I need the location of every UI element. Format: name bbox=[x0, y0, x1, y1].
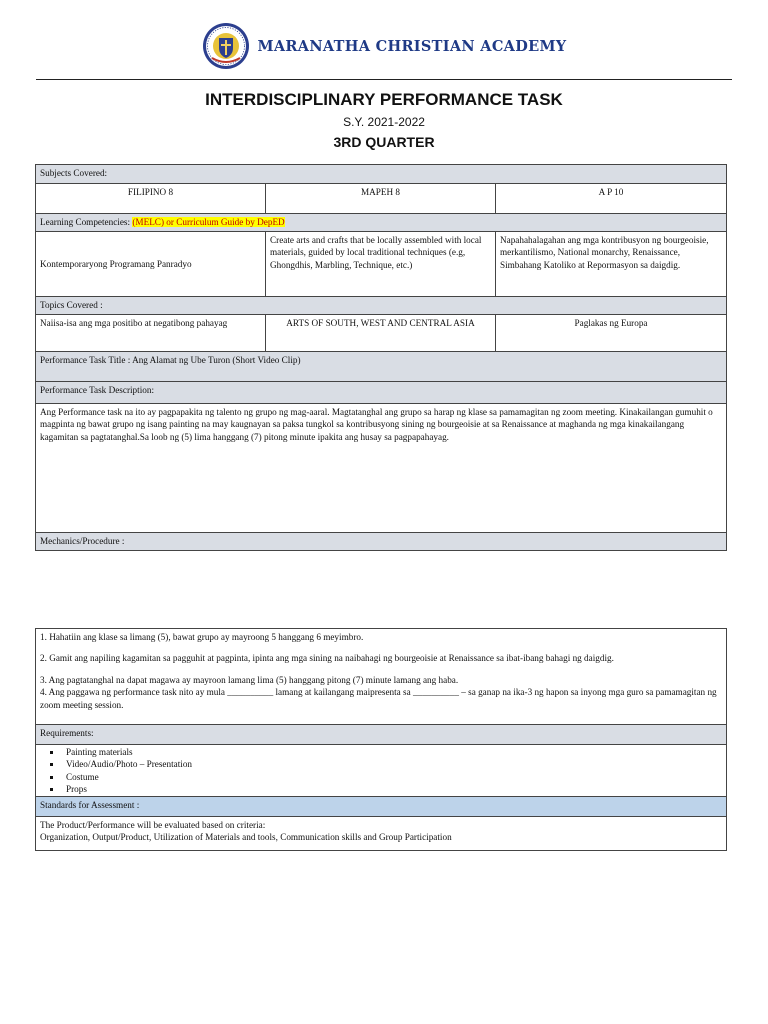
competencies-label-text: Learning Competencies: bbox=[40, 217, 133, 227]
requirement-item: ▪ Costume bbox=[62, 771, 722, 783]
procedure-table bbox=[35, 628, 727, 851]
subjects-label: Subjects Covered: bbox=[36, 165, 727, 184]
description-label: Performance Task Description: bbox=[36, 382, 727, 404]
task-info-table bbox=[35, 164, 727, 551]
procedure-step-4: 4. Ang paggawa ng performance task nito ay mula __________ lamang at kailangang maipresenta sa __________ – sa ganap na ika-3 ng hapon sa inyong mga guro sa pamamagitan ng zoom meeting session. bbox=[40, 687, 717, 710]
subject-mapeh: MAPEH 8 bbox=[266, 184, 496, 214]
standards-criteria-list: Organization, Output/Product, Utilization of Materials and tools, Communication skills and Group Participation bbox=[40, 832, 452, 843]
competencies-label bbox=[36, 214, 727, 232]
task-title: Performance Task Title : Ang Alamat ng Ube Turon (Short Video Clip) bbox=[36, 352, 727, 382]
requirement-item: ▪ Video/Audio/Photo – Presentation bbox=[62, 758, 722, 770]
school-name: MARANATHA CHRISTIAN ACADEMY bbox=[257, 37, 567, 55]
requirements-list-cell bbox=[36, 745, 727, 797]
standards-label: Standards for Assessment : bbox=[36, 796, 727, 816]
procedure-step-1: 1. Hahatiin ang klase sa limang (5), bawat grupo ay mayroong 5 hanggang 6 meyimbro. bbox=[40, 632, 364, 642]
school-year: S.Y. 2021-2022 bbox=[343, 115, 425, 129]
standards-criteria-intro: The Product/Performance will be evaluated based on criteria: bbox=[40, 819, 266, 830]
subject-filipino: FILIPINO 8 bbox=[36, 184, 266, 214]
requirement-item: ▪ Painting materials bbox=[62, 746, 722, 758]
requirements-list bbox=[40, 746, 722, 796]
header-divider bbox=[36, 79, 732, 80]
subject-ap: A P 10 bbox=[496, 184, 727, 214]
standards-text bbox=[36, 816, 727, 850]
description-text: Ang Performance task na ito ay pagpapakita ng talento ng grupo ng mag-aaral. Magtatanghal ang grupo sa harap ng klase sa pamamagitan ng zoom meeting. Kinakailangan gumuhit o magpinta ng bawat grupo ng isang painting na may kaugnayan sa paksa tungkol sa kontribusyong sining ng bourgeoisie at sa Renaissance at maghanda ng mga kinakailangang kagamitan sa pagtatanghal.Sa loob ng (5) lima hanggang (7) pitong minute ipakita ang husay sa pagpapahayag. bbox=[36, 404, 727, 533]
topic-filipino: Naiisa-isa ang mga positibo at negatibong pahayag bbox=[36, 315, 266, 352]
document-title: INTERDISCIPLINARY PERFORMANCE TASK bbox=[205, 90, 563, 109]
requirement-item: ▪ Props bbox=[62, 783, 722, 795]
procedure-step-2: 2. Gamit ang napiling kagamitan sa pagguhit at pagpinta, ipinta ang mga sining na naibahagi ng bourgeoisie at Renaissance sa ibat-ibang bahagi ng daigdig. bbox=[40, 653, 614, 664]
quarter-label: 3RD QUARTER bbox=[333, 134, 435, 150]
requirements-label: Requirements: bbox=[36, 725, 727, 745]
competency-ap: Napahahalagahan ang mga kontribusyon ng bourgeoisie, merkantilismo, National monarchy, Renaissance, Simbahang Katoliko at Repormasyon sa daigdig. bbox=[496, 232, 727, 297]
mechanics-label: Mechanics/Procedure : bbox=[36, 533, 727, 551]
school-header bbox=[0, 18, 768, 74]
topics-label: Topics Covered : bbox=[36, 297, 727, 315]
topic-mapeh: ARTS OF SOUTH, WEST AND CENTRAL ASIA bbox=[266, 315, 496, 352]
topic-ap: Paglakas ng Europa bbox=[496, 315, 727, 352]
school-seal-icon bbox=[202, 22, 250, 70]
procedure-step-3: 3. Ang pagtatanghal na dapat magawa ay mayroon lamang lima (5) hanggang pitong (7) minute lamang ang haba. bbox=[40, 674, 459, 685]
competency-filipino: Kontemporaryong Programang Panradyo bbox=[36, 232, 266, 297]
melc-highlight: (MELC) or Curriculum Guide by DepED bbox=[132, 217, 285, 227]
procedure-steps bbox=[36, 629, 727, 725]
competency-mapeh: Create arts and crafts that be locally assembled with local materials, guided by local traditional techniques (e.g, Ghongdhis, Marbling, Technique, etc.) bbox=[266, 232, 496, 297]
